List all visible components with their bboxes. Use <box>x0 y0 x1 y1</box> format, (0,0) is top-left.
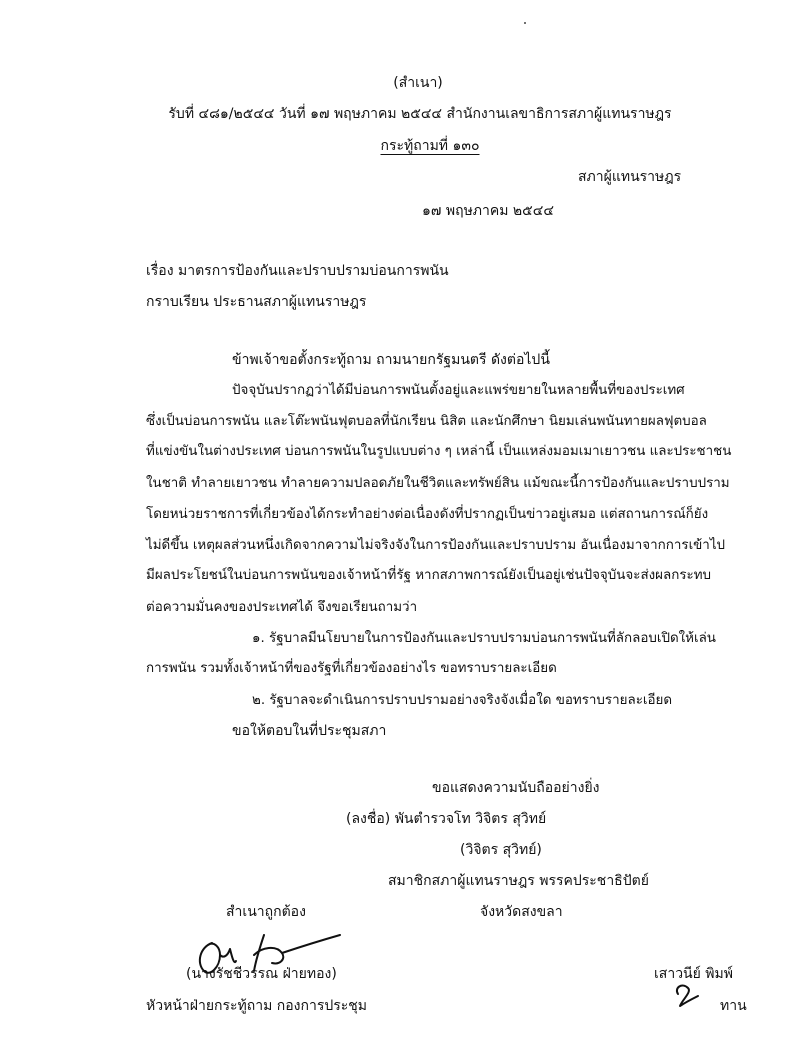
body-line: ที่แข่งขันในต่างประเทศ บ่อนการพนันในรูปแบบต่าง ๆ เหล่านี้ เป็นแหล่งมอมเมาเยาวชน และประชาชน <box>146 444 732 459</box>
body-line: โดยหน่วยราชการที่เกี่ยวข้องได้กระทำอย่างต่อเนื่องดังที่ปรากฏเป็นข่าวอยู่เสมอ แต่สถานการณ์ก็ยัง <box>146 507 709 522</box>
signer-name: (วิจิตร สุวิทย์) <box>460 842 542 858</box>
signer-position: สมาชิกสภาผู้แทนราษฎร พรรคประชาธิปัตย์ <box>388 873 649 889</box>
body-line: ปัจจุบันปรากฏว่าได้มีบ่อนการพนันตั้งอยู่และแพร่ขยายในหลายพื้นที่ของประเทศ <box>232 383 685 398</box>
document-date: ๑๗ พฤษภาคม ๒๕๔๔ <box>422 203 554 219</box>
body-line: ซึ่งเป็นบ่อนการพนัน และโต๊ะพนันฟุตบอลที่นักเรียน นิสิต และนักศึกษา นิยมเล่นพนันทายผลฟุตบอล <box>146 414 707 429</box>
copy-mark: (สำเนา) <box>393 75 443 91</box>
question-number: กระทู้ถามที่ ๑๓๐ <box>380 138 480 154</box>
question-2: ๒. รัฐบาลจะดำเนินการปราบปรามอย่างจริงจังเมื่อใด ขอทราบรายละเอียด <box>252 693 673 708</box>
body-line: มีผลประโยชน์ในบ่อนการพนันของเจ้าหน้าที่รัฐ หากสภาพการณ์ยังเป็นอยู่เช่นปัจจุบันจะส่งผลกระทบ <box>146 568 712 583</box>
body-intro: ข้าพเจ้าขอตั้งกระทู้ถาม ถามนายกรัฐมนตรี ดังต่อไปนี้ <box>232 352 550 368</box>
checker-label: ทาน <box>720 998 747 1014</box>
institution: สภาผู้แทนราษฎร <box>578 169 682 185</box>
subject: เรื่อง มาตรการป้องกันและปราบปรามบ่อนการพนัน <box>146 263 449 279</box>
certifier-title: หัวหน้าฝ่ายกระทู้ถาม กองการประชุม <box>146 998 368 1014</box>
closing-respect: ขอแสดงความนับถืออย่างยิ่ง <box>432 780 600 796</box>
question-1-line-2: การพนัน รวมทั้งเจ้าหน้าที่ของรัฐที่เกี่ยวข้องอย่างไร ขอทราบรายละเอียด <box>146 661 557 676</box>
scan-speck <box>524 22 526 24</box>
receipt-line: รับที่ ๔๘๑/๒๕๔๔ วันที่ ๑๗ พฤษภาคม ๒๕๔๔ สำนักงานเลขาธิการสภาผู้แทนราษฎร <box>168 106 672 122</box>
body-line: ในชาติ ทำลายเยาวชน ทำลายความปลอดภัยในชีวิตและทรัพย์สิน แม้ขณะนี้การป้องกันและปราบปราม <box>146 476 730 491</box>
question-1-line-1: ๑. รัฐบาลมีนโยบายในการป้องกันและปราบปรามบ่อนการพนันที่ลักลอบเปิดให้เล่น <box>252 631 716 646</box>
addressee: กราบเรียน ประธานสภาผู้แทนราษฎร <box>146 294 367 310</box>
answer-request: ขอให้ตอบในที่ประชุมสภา <box>232 723 387 739</box>
certifier-name: (นางรัชชีวรรณ ฝ่ายทอง) <box>186 966 337 982</box>
typist-name: เสาวนีย์ พิมพ์ <box>654 966 733 982</box>
body-line: ไม่ดีขึ้น เหตุผลส่วนหนึ่งเกิดจากความไม่จริงจังในการป้องกันและปราบปราม อันเนื่องมาจากการเข้าไป <box>146 538 726 553</box>
checker-initial-mark <box>672 980 702 1010</box>
certification-label: สำเนาถูกต้อง <box>226 904 306 920</box>
body-line: ต่อความมั่นคงของประเทศได้ จึงขอเรียนถามว่า <box>146 600 418 615</box>
signed-line: (ลงชื่อ) พันตำรวจโท วิจิตร สุวิทย์ <box>346 811 547 827</box>
signer-province: จังหวัดสงขลา <box>480 904 563 920</box>
